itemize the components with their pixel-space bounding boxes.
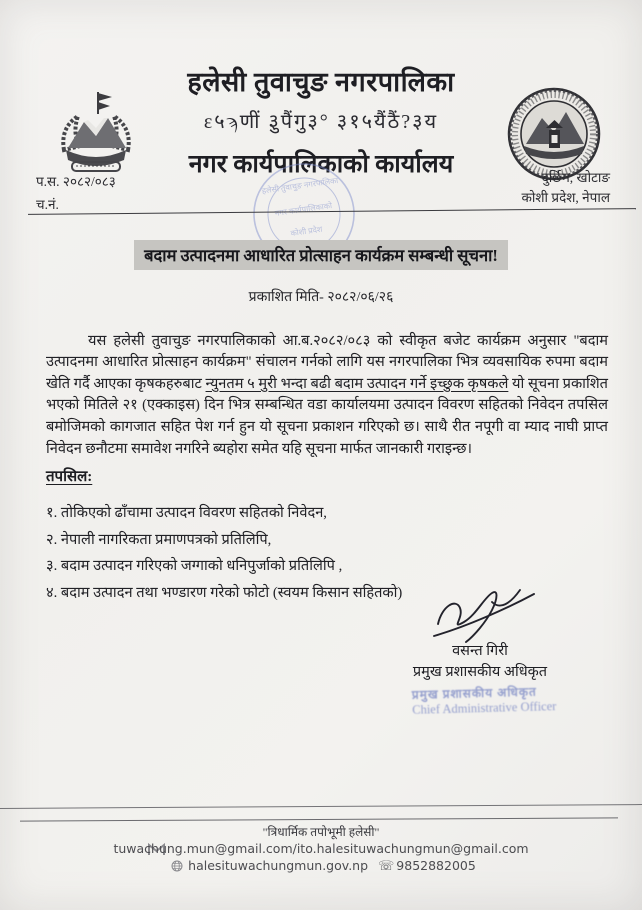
body-text-2: यो सूचना प्रकाशित भएको मितिले २१ (एक्काइस) दिन भित्र सम्बन्धित वडा कार्यालयमा उत्पादन विवरण सहितको निवेदन तपसिल बमोजिमको कागजात सहित पेश गर्न हुन यो सूचना प्रकाशन गरिएको छ। साथै रीत नपूगी वा म्याद नाघी प्राप्त निवेदन छनौटमा समावेश नगरिने ब्यहोरा समेत यहि सूचना मार्फत जानकारी गराइन्छ। [46, 375, 608, 457]
svg-text:हलेसी तुवाचुङ नगरपालिका: हलेसी तुवाचुङ नगरपालिका [261, 175, 339, 196]
svg-text:कोशी प्रदेश: कोशी प्रदेश [289, 224, 323, 239]
schedule-heading: तपसिल: [46, 469, 93, 485]
footer-email: tuwachung.mun@gmail.com/ito.halesituwachungmun@gmail.com [113, 841, 529, 856]
office-name: नगर कार्यपालिकाको कार्यालय [188, 151, 454, 178]
published-date: प्रकाशित मिति- २०८२/०६/२६ [248, 290, 394, 305]
globe-icon [171, 860, 183, 875]
schedule-item-1: १. तोकिएको ढाँचामा उत्पादन विवरण सहितको निवेदन, [46, 505, 327, 521]
body-text-1: यस हलेसी तुवाचुङ नगरपालिकाको आ.ब.२०८२/०८३ को स्वीकृत बजेट कार्यक्रम अनुसार "बदाम उत्पादनमा आधारित प्रोत्साहन कार्यक्रम" संचालन गर्नको लागि यस नगरपालिका भित्र व्यवसायिक रुपमा बदाम खेति गर्दै आएका कृषकहरुबाट [46, 332, 608, 392]
ref-number: प.स. २०८२/०८३ [36, 174, 116, 189]
svg-text:नगर कार्यपालिकाको: नगर कार्यपालिकाको [274, 201, 333, 219]
footer-phone: 9852882005 [396, 858, 476, 873]
notice-subject: बदाम उत्पादनमा आधारित प्रोत्साहन कार्यक्रम सम्बन्धी सूचना! [134, 240, 508, 270]
signatory-designation: प्रमुख प्रशासकीय अधिकृत [412, 664, 548, 680]
footer-inner-divider [20, 817, 618, 821]
telephone-icon: ☏ [378, 859, 395, 874]
schedule-item-3: ३. बदाम उत्पादन गरिएको जग्गाको धनिपुर्जाको प्रतिलिपि , [46, 558, 343, 574]
schedule-item-4: ४. बदाम उत्पादन तथा भण्डारण गरेको फोटो (स्वयम किसान सहितको) [46, 584, 403, 601]
signatory-name: वसन्त गिरी [452, 643, 508, 659]
body-text-underlined: न्युनतम ५ मुरी भन्दा बढी बदाम उत्पादन गर्ने इच्छुक कृषकले [205, 375, 509, 392]
schedule-list [46, 500, 402, 606]
address-line-1: दुर्छिम, खोटाङ [541, 170, 610, 185]
dispatch-number: च.नं. [36, 197, 59, 212]
municipality-name: हलेसी तुवाचुङ नगरपालिका [187, 67, 455, 97]
footer-motto: "त्रिधार्मिक तपोभूमी हलेसी" [262, 825, 380, 839]
officer-stamp-english: Chief Administrative Officer [412, 699, 557, 717]
officer-stamp-nepali: प्रमुख प्रशासकीय अधिकृत [411, 684, 537, 702]
footer-outer-divider [0, 804, 642, 809]
footer-web-phone [0, 858, 642, 875]
address-line-2: कोशी प्रदेश, नेपाल [521, 190, 610, 205]
municipality-name-kirat-script: ɛ५ϡणीं ३ुपैंगु३° ३१५यैंठैं?३य [203, 111, 439, 133]
footer-website: halesituwachungmun.gov.np [188, 858, 369, 873]
officer-ink-stamp [412, 684, 557, 718]
reference-block [36, 170, 116, 216]
address-block [521, 168, 610, 208]
schedule-item-2: २. नेपाली नागरिकता प्रमाणपत्रको प्रतिलिपि, [46, 531, 272, 548]
notice-body-paragraph [46, 331, 608, 461]
